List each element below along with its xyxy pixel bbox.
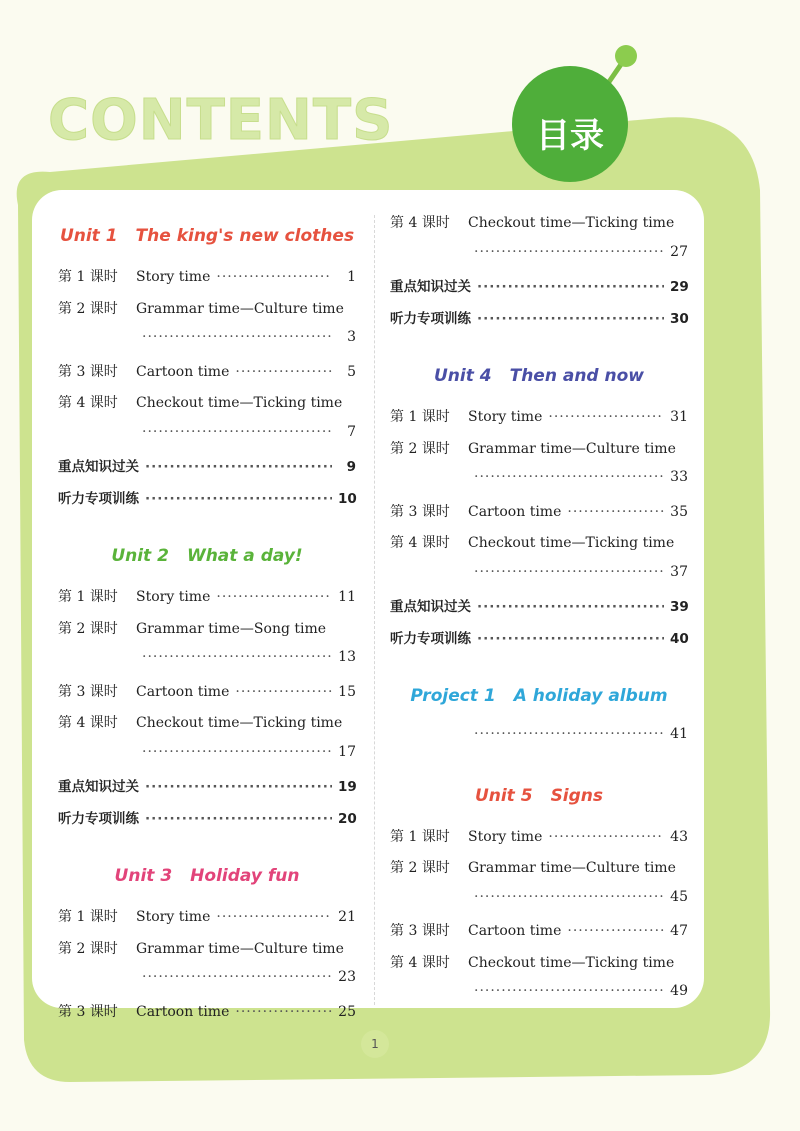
toc-row[interactable]: 第 1 课时 Story time ····· 21: [58, 906, 356, 938]
toc-right-column: [390, 212, 688, 1015]
toc-row-review[interactable]: 重点知识过关 ····· 29: [390, 275, 688, 307]
toc-row-listening[interactable]: 听力专项训练 ····· 30: [390, 307, 688, 339]
unit-5-heading[interactable]: Unit 5 Signs: [474, 785, 604, 806]
toc-row-continued[interactable]: ····· 7: [58, 424, 356, 456]
toc-row-continued[interactable]: ····· 49: [390, 983, 688, 1015]
toc-row[interactable]: 第 2 课时 Grammar time—Culture time: [390, 440, 676, 457]
toc-row-continued[interactable]: ····· 3: [58, 329, 356, 361]
toc-row-continued[interactable]: ····· 17: [58, 744, 356, 776]
toc-row-continued[interactable]: ····· 45: [390, 889, 688, 921]
toc-row-listening[interactable]: 听力专项训练 ····· 20: [58, 807, 356, 839]
toc-row[interactable]: 第 2 课时 Grammar time—Culture time: [390, 860, 676, 876]
toc-row-continued[interactable]: ····· 41: [390, 726, 688, 758]
unit-2-heading[interactable]: Unit 2 What a day!: [111, 546, 303, 566]
unit-1-heading[interactable]: Unit 1 The king's new clothes: [59, 226, 355, 246]
toc-row-continued[interactable]: ····· 37: [390, 564, 688, 596]
toc-row[interactable]: 第 3 课时 Cartoon time ····· 15: [58, 681, 356, 713]
toc-row-listening[interactable]: 听力专项训练 ····· 10: [58, 487, 356, 519]
toc-row[interactable]: 第 1 课时 Story time ····· 1: [58, 266, 356, 298]
toc-row[interactable]: 第 4 课时 Checkout time—Ticking time: [390, 215, 675, 231]
toc-row[interactable]: 第 2 课时 Grammar time—Culture time: [58, 940, 344, 957]
toc-row[interactable]: 第 3 课时 Cartoon time ····· 25: [58, 1001, 356, 1033]
toc-row-continued[interactable]: ····· 23: [58, 969, 356, 1001]
toc-row-continued[interactable]: ····· 13: [58, 649, 356, 681]
toc-row-review[interactable]: 重点知识过关 ····· 19: [58, 775, 356, 807]
toc-row[interactable]: 第 4 课时 Checkout time—Ticking time: [58, 715, 343, 731]
badge-antenna-ball: [615, 45, 637, 67]
toc-row-continued[interactable]: ····· 33: [390, 469, 688, 501]
toc-row[interactable]: 第 2 课时 Grammar time—Culture time: [58, 300, 344, 317]
toc-row[interactable]: 第 4 课时 Checkout time—Ticking time: [58, 395, 343, 411]
toc-row-listening[interactable]: 听力专项训练 ····· 40: [390, 627, 688, 659]
toc-row[interactable]: 第 1 课时 Story time ····· 31: [390, 406, 688, 438]
toc-row-continued[interactable]: ····· 27: [390, 244, 688, 276]
toc-row[interactable]: 第 3 课时 Cartoon time ····· 5: [58, 361, 356, 393]
contents-title: CONTENTS: [48, 88, 394, 153]
toc-row-review[interactable]: 重点知识过关 ····· 9: [58, 455, 356, 487]
toc-row[interactable]: 第 3 课时 Cartoon time ····· 35: [390, 501, 688, 533]
project-1-heading[interactable]: Project 1 A holiday album: [410, 686, 668, 706]
toc-row-review[interactable]: 重点知识过关 ····· 39: [390, 595, 688, 627]
column-divider: [374, 215, 376, 1005]
toc-row[interactable]: 第 4 课时 Checkout time—Ticking time: [390, 954, 675, 971]
toc-row[interactable]: 第 2 课时 Grammar time—Song time: [58, 620, 327, 637]
unit-3-heading[interactable]: Unit 3 Holiday fun: [114, 866, 300, 886]
page-number: 1: [361, 1030, 389, 1058]
unit-4-heading[interactable]: Unit 4 Then and now: [433, 366, 644, 386]
toc-row[interactable]: 第 3 课时 Cartoon time ····· 47: [390, 920, 688, 952]
toc-row[interactable]: 第 1 课时 Story time ····· 11: [58, 586, 356, 618]
toc-row[interactable]: 第 1 课时 Story time ····· 43: [390, 826, 688, 858]
toc-left-column: [58, 220, 356, 1032]
toc-row[interactable]: 第 4 课时 Checkout time—Ticking time: [390, 535, 675, 551]
mulu-badge-text: 目录: [536, 116, 604, 156]
